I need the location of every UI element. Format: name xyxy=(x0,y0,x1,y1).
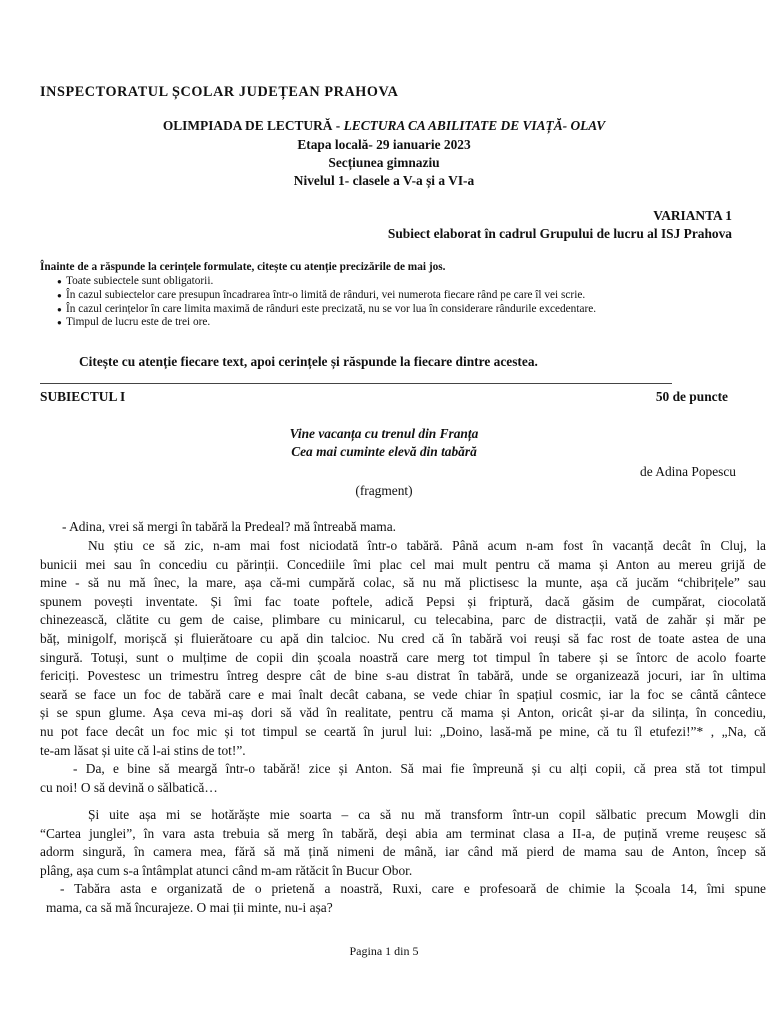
paragraph-1 xyxy=(62,518,482,537)
paragraph-3 xyxy=(40,760,766,797)
instructions-intro: Înainte de a răspunde la cerințele formulate, citește cu atenție precizările de mai jos. xyxy=(40,261,446,273)
paragraph-2 xyxy=(40,537,766,760)
institution-heading: INSPECTORATUL ȘCOLAR JUDEȚEAN PRAHOVA xyxy=(40,84,399,100)
text-line: Și uite așa mi se hotărăște mie soarta – ca să nu mă transform într-un copil sălbatic precum Mowgli din xyxy=(88,807,766,822)
text-line: “Cartea junglei”, în vara asta trebuia să merg în tabără, deși abia am terminat clasa a II-a, de puțină vreme reușesc să xyxy=(40,825,766,841)
variant-note: Subiect elaborat în cadrul Grupului de lucru al ISJ Prahova xyxy=(387,226,732,241)
text-line: nu pot face decât un foc mic și tot timpul se ceartă în jurul lui: „Doino, lasă-mă pe mine, că tu îl etufezi!”* , „Na, că xyxy=(40,723,766,739)
list-item: ● Toate subiectele sunt obligatorii. xyxy=(40,275,596,289)
section-line: Secțiunea gimnaziu xyxy=(328,155,440,170)
subject-title: SUBIECTUL I xyxy=(40,389,126,404)
olympiad-title xyxy=(0,118,768,134)
text-title-line1: Vine vacanța cu trenul din Franța xyxy=(289,426,479,441)
text-line: seară se face un foc de tabără care e mai înalt decât cabana, se vede chiar în spațiul cosmic, iar la foc se cântă cântece xyxy=(40,686,766,702)
text-line: Nu știu ce să zic, n-am mai fost niciodată într-o tabără. Până acum n-am fost în vacanță decât în Cluj, la xyxy=(88,538,766,553)
text-line: băț, minigolf, morișcă și fluierătoare cu apă din talcioc. Nu cred că în tabără voi reuși să fac rost de toate astea de una xyxy=(40,630,766,646)
text-line: mama, ca să mă încurajeze. O mai ții minte, nu-i așa? xyxy=(46,899,333,915)
variant-label: VARIANTA 1 xyxy=(653,208,732,223)
author: de Adina Popescu xyxy=(640,464,736,479)
text-line: - Da, e bine să meargă într-o tabără! zice și Anton. Să mai fie împreună și cu alți copii, că prea stă tot timpul xyxy=(73,761,766,776)
text-title-line2: Cea mai cuminte elevă din tabără xyxy=(291,444,477,459)
fragment-label: (fragment) xyxy=(355,483,413,498)
paragraph-5 xyxy=(40,880,766,917)
text-line: chinezească, clătite cu gem de caise, plimbare cu minicarul, cu telecabina, parc de distracții, vată de zahăr și măr pe xyxy=(40,612,766,628)
list-item: ● În cazul subiectelor care presupun încadrarea într-o limită de rânduri, vei numerota fiecare rând pe care îl vei scrie. xyxy=(40,289,596,303)
text-line: adorm singură, în camera mea, fără să mă țină nimeni de mână, iar când mă pierd de mama sau de Anton, încep să xyxy=(40,844,766,860)
text-line: bunicii mei sau în concediu cu părinții. Concediile îmi plac cel mai mult pentru că mama și Anton au mereu grijă de xyxy=(40,556,766,572)
text-line: te-am lăsat și uite că l-ai stins de tot!”. xyxy=(40,742,246,758)
text-line: plâng, așa cum s-a întâmplat atunci când m-am rătăcit în Bucur Obor. xyxy=(40,862,413,878)
instructions-list xyxy=(40,275,596,330)
text-line: - Adina, vrei să mergi în tabără la Predeal? mă întreabă mama. xyxy=(62,519,397,534)
olympiad-title-italic: LECTURA CA ABILITATE DE VIAȚĂ- OLAV xyxy=(343,118,606,133)
list-item: ● În cazul cerințelor în care limita maximă de rânduri este precizată, nu se vor lua în considerare rândurile excedentare. xyxy=(40,303,596,317)
read-note: Citește cu atenție fiecare text, apoi cerințele și răspunde la fiecare dintre acestea. xyxy=(79,354,538,369)
text-line: fericiți. Povestesc un trimestru întreg despre cât de bine s-au distrat în tabără, unde se organizează jocuri, iar în ultima xyxy=(40,668,766,684)
text-line: cu noi! O să devină o sălbatică… xyxy=(40,779,218,795)
paragraph-4 xyxy=(40,806,766,880)
level-line: Nivelul 1- clasele a V-a și a VI-a xyxy=(293,173,475,188)
stage-line: Etapa locală- 29 ianuarie 2023 xyxy=(297,137,471,152)
text-line: și se spun glume. Așa ceva mi-aș dori să văd în realitate, pentru că mama și Anton, oricât și-ar da silința, în concediu, xyxy=(40,705,766,721)
page-number: Pagina 1 din 5 xyxy=(349,944,419,958)
text-line: singură. Totuși, sunt o mulțime de copii din școala noastră care merg tot timpul în tabere și se întorc de acolo foarte xyxy=(40,649,766,665)
list-item: ● Timpul de lucru este de trei ore. xyxy=(40,316,596,330)
subject-points: 50 de puncte xyxy=(655,389,728,404)
text-line: spunem povești inventate. Și îmi fac toate poftele, adică Pepsi și friptură, dacă găsim de cumpărat, ciocolată xyxy=(40,593,766,609)
olympiad-title-plain: OLIMPIADA DE LECTURĂ - xyxy=(162,118,341,133)
text-line: mine - să nu mă înec, la mare, așa că-mi cumpără colac, să nu mă plictisesc la munte, așa că jucăm “chibrițele” sau xyxy=(40,575,766,591)
divider xyxy=(40,383,672,384)
text-line: - Tabăra asta e organizată de o prietenă a noastră, Ruxi, care e profesoară de chimie la Școala 14, îmi spune xyxy=(60,881,766,896)
